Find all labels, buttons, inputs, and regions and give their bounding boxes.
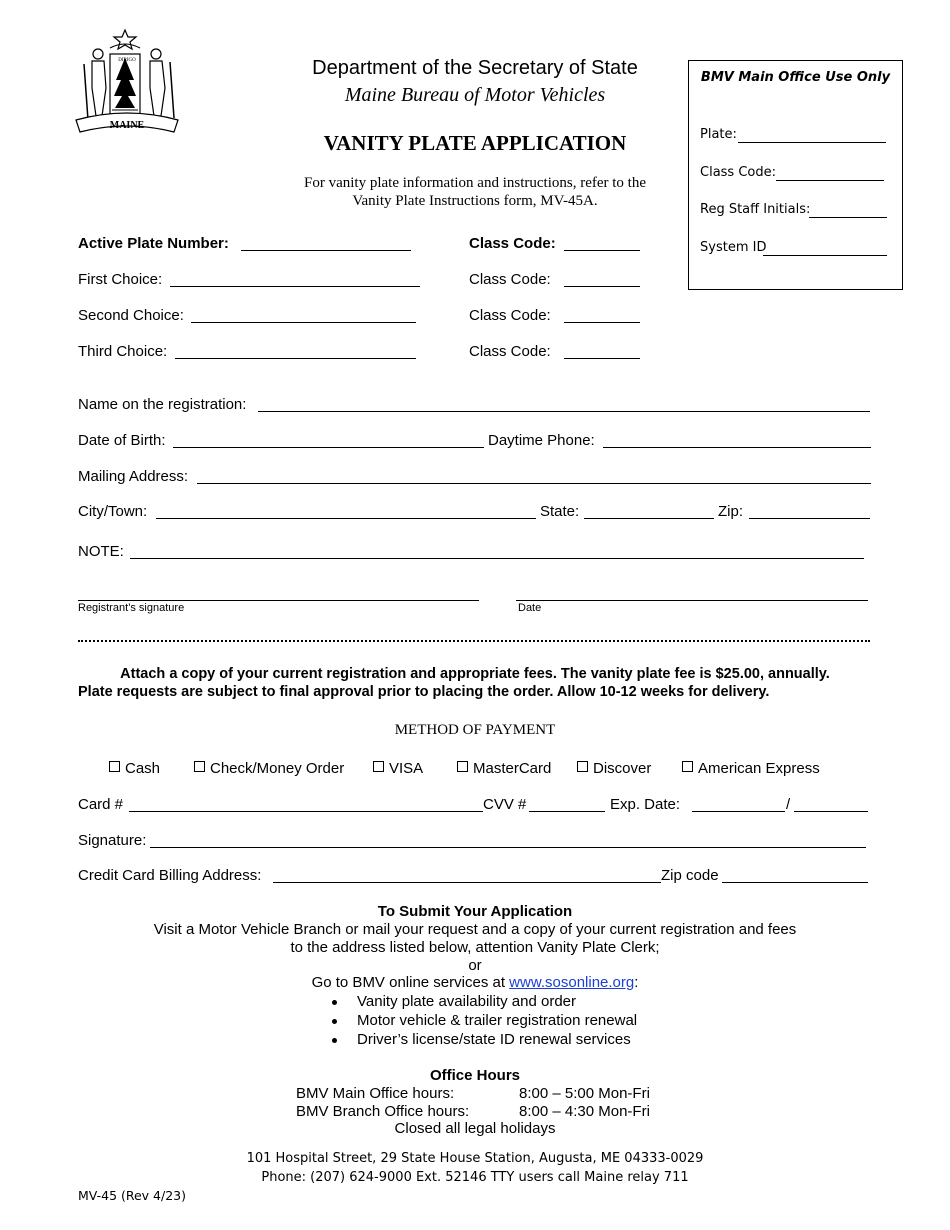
class-code-field-active[interactable] (564, 250, 640, 251)
online-services-list (357, 993, 637, 1050)
payment-option-label: VISA (389, 760, 424, 777)
office-staff-label: Reg Staff Initials: (700, 202, 811, 217)
submit-line-1: Visit a Motor Vehicle Branch or mail your request and a copy of your current registration and fees (153, 921, 797, 938)
dob-label: Date of Birth: (78, 432, 166, 449)
form-id: MV-45 (Rev 4/23) (78, 1188, 187, 1203)
list-item-label: Vanity plate availability and order (357, 993, 577, 1010)
payment-signature-label: Signature: (78, 832, 147, 849)
active-plate-field[interactable] (241, 250, 411, 251)
card-number-label: Card # (78, 796, 124, 813)
city-label: City/Town: (78, 503, 148, 520)
signature-date-label: Date (518, 602, 542, 614)
payment-option-label: Cash (125, 760, 161, 777)
holidays-note: Closed all legal holidays (394, 1120, 556, 1137)
office-plate-label: Plate: (700, 127, 737, 142)
note-label: NOTE: (78, 543, 124, 560)
info-line-2: Vanity Plate Instructions form, MV-45A. (352, 193, 598, 209)
note-field[interactable] (130, 558, 864, 559)
class-code-field-second[interactable] (564, 322, 640, 323)
registrant-signature-field[interactable] (78, 600, 479, 601)
state-label: State: (540, 503, 580, 520)
payment-option-label: Discover (593, 760, 652, 777)
class-code-label-first: Class Code: (469, 271, 551, 288)
cvv-field[interactable] (529, 811, 605, 812)
third-choice-label: Third Choice: (78, 343, 168, 360)
daytime-phone-field[interactable] (603, 447, 871, 448)
main-office-hours-label: BMV Main Office hours: (296, 1085, 455, 1102)
exp-date-separator: / (786, 796, 791, 813)
branch-office-hours-value: 8:00 – 4:30 Mon-Fri (519, 1103, 650, 1120)
zip-label: Zip: (718, 503, 744, 520)
checkbox-icon[interactable] (682, 761, 693, 772)
payment-option-amex[interactable] (682, 760, 820, 777)
payment-option-check[interactable] (194, 760, 344, 777)
bullet-icon (332, 1000, 337, 1005)
mailing-address-field[interactable] (197, 483, 871, 484)
footer-address: 101 Hospital Street, 29 State House Station, Augusta, ME 04333-0029 (246, 1151, 704, 1166)
office-class-code-label: Class Code: (700, 165, 776, 180)
footer-phone: Phone: (207) 624-9000 Ext. 52146 TTY users call Maine relay 711 (261, 1170, 689, 1185)
payment-option-label: Check/Money Order (210, 760, 345, 777)
notice-line-1: Attach a copy of your current registration and appropriate fees. The vanity plate fee is $25.00, annually. (120, 666, 830, 682)
bureau-title: Maine Bureau of Motor Vehicles (344, 84, 606, 106)
state-seal (70, 28, 185, 140)
office-plate-field[interactable] (738, 142, 886, 143)
checkbox-icon[interactable] (577, 761, 588, 772)
bullet-icon (332, 1019, 337, 1024)
submit-line-2: to the address listed below, attention Vanity Plate Clerk; (290, 939, 660, 956)
cvv-label: CVV # (483, 796, 527, 813)
payment-option-mastercard[interactable] (457, 760, 551, 777)
exp-month-field[interactable] (692, 811, 785, 812)
checkbox-icon[interactable] (109, 761, 120, 772)
submit-or: or (468, 957, 482, 974)
exp-date-label: Exp. Date: (610, 796, 681, 813)
second-choice-label: Second Choice: (78, 307, 184, 324)
mailing-address-label: Mailing Address: (78, 468, 189, 485)
list-item (357, 993, 637, 1012)
payment-option-label: American Express (698, 760, 820, 777)
registration-name-label: Name on the registration: (78, 396, 247, 413)
notice-line-2: Plate requests are subject to final approval prior to placing the order. Allow 10-12 weeks for delivery. (78, 684, 770, 700)
state-field[interactable] (584, 518, 714, 519)
city-field[interactable] (156, 518, 536, 519)
payment-method-title: METHOD OF PAYMENT (394, 722, 556, 738)
office-system-id-field[interactable] (763, 255, 887, 256)
payment-option-discover[interactable] (577, 760, 651, 777)
class-code-label-second: Class Code: (469, 307, 551, 324)
online-suffix: : (634, 974, 639, 991)
list-item (357, 1012, 637, 1031)
seal-star-text: DIRIGO (118, 58, 136, 63)
registration-name-field[interactable] (258, 411, 870, 412)
office-use-title: BMV Main Office Use Only (700, 70, 891, 85)
billing-zip-field[interactable] (722, 882, 868, 883)
info-line-1: For vanity plate information and instructions, refer to the (304, 175, 646, 191)
seal-text: MAINE (109, 120, 145, 131)
list-item-label: Driver’s license/state ID renewal services (357, 1031, 631, 1048)
main-office-hours-value: 8:00 – 5:00 Mon-Fri (519, 1085, 650, 1102)
branch-office-hours-label: BMV Branch Office hours: (296, 1103, 470, 1120)
checkbox-icon[interactable] (373, 761, 384, 772)
card-number-field[interactable] (129, 811, 483, 812)
sosonline-link[interactable]: www.sosonline.org (509, 974, 635, 991)
class-code-label-third: Class Code: (469, 343, 551, 360)
second-choice-field[interactable] (191, 322, 416, 323)
zip-field[interactable] (749, 518, 870, 519)
online-services-line (100, 974, 850, 991)
payment-option-label: MasterCard (473, 760, 552, 777)
third-choice-field[interactable] (175, 358, 416, 359)
dob-field[interactable] (173, 447, 484, 448)
registrant-signature-label: Registrant’s signature (78, 602, 185, 614)
signature-date-field[interactable] (516, 600, 868, 601)
billing-address-label: Credit Card Billing Address: (78, 867, 262, 884)
department-title: Department of the Secretary of State (312, 57, 638, 79)
office-class-code-field[interactable] (776, 180, 884, 181)
payment-option-visa[interactable] (373, 760, 423, 777)
dotted-divider (78, 640, 870, 642)
payment-signature-field[interactable] (150, 847, 866, 848)
list-item-label: Motor vehicle & trailer registration renewal (357, 1012, 638, 1029)
office-use-box (688, 60, 903, 290)
list-item (357, 1031, 637, 1050)
checkbox-icon[interactable] (457, 761, 468, 772)
form-title: VANITY PLATE APPLICATION (323, 131, 627, 155)
class-code-field-third[interactable] (564, 358, 640, 359)
submit-title: To Submit Your Application (377, 903, 573, 920)
class-code-field-first[interactable] (564, 286, 640, 287)
checkbox-icon[interactable] (194, 761, 205, 772)
billing-zip-label: Zip code (661, 867, 719, 884)
daytime-phone-label: Daytime Phone: (488, 432, 595, 449)
payment-option-cash[interactable] (109, 760, 160, 777)
office-staff-field[interactable] (809, 217, 887, 218)
class-code-label-active: Class Code: (469, 235, 556, 252)
online-prefix: Go to BMV online services at (311, 974, 510, 991)
active-plate-label: Active Plate Number: (78, 235, 229, 252)
billing-address-field[interactable] (273, 882, 661, 883)
office-system-id-label: System ID (700, 240, 767, 255)
bullet-icon (332, 1038, 337, 1043)
first-choice-field[interactable] (170, 286, 420, 287)
first-choice-label: First Choice: (78, 271, 163, 288)
exp-year-field[interactable] (794, 811, 868, 812)
office-hours-title: Office Hours (429, 1067, 520, 1084)
